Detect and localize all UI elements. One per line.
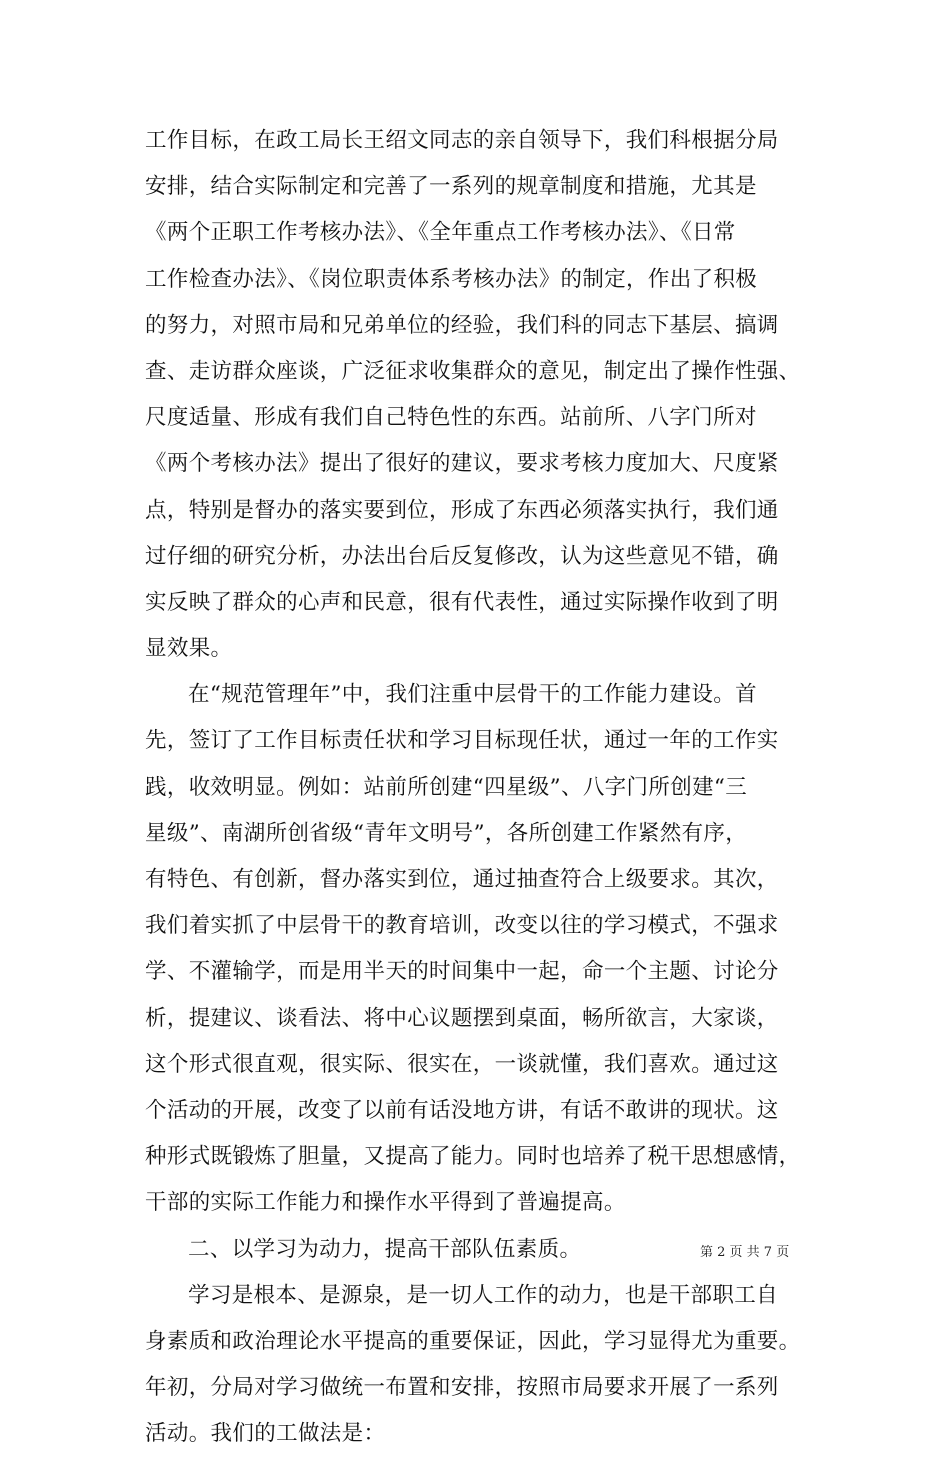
paragraph-start-line: 学习是根本、是源泉，是一切人工作的动力，也是干部职工自 — [188, 1282, 778, 1308]
text-line: 析，提建议、谈看法、将中心议题摆到桌面，畅所欲言，大家谈， — [145, 1005, 779, 1031]
text-line: 工作目标，在政工局长王绍文同志的亲自领导下，我们科根据分局 — [145, 128, 779, 153]
text-line: 有特色、有创新，督办落实到位，通过抽查符合上级要求。其次， — [145, 867, 779, 892]
section-heading: 二、以学习为动力，提高干部队伍素质。 — [188, 1236, 582, 1262]
text-line: 践，收效明显。例如：站前所创建“四星级”、八字门所创建“三 — [145, 774, 748, 800]
text-line: 查、走访群众座谈，广泛征求收集群众的意见，制定出了操作性强、 — [145, 358, 801, 384]
text-line: 种形式既锻炼了胆量，又提高了能力。同时也培养了税干思想感情， — [145, 1144, 801, 1170]
text-line: 安排，结合实际制定和完善了一系列的规章制度和措施，尤其是 — [145, 174, 757, 200]
text-line: 《两个考核办法》提出了很好的建议，要求考核力度加大、尺度紧 — [145, 451, 779, 477]
text-line: 我们着实抓了中层骨干的教育培训，改变以往的学习模式，不强求 — [145, 913, 779, 939]
text-line: 身素质和政治理论水平提高的重要保证，因此，学习显得尤为重要。 — [145, 1328, 801, 1354]
text-line: 星级”、南湖所创省级“青年文明号”，各所创建工作紧然有序， — [145, 820, 748, 846]
text-line: 学、不灌输学，而是用半天的时间集中一起，命一个主题、讨论分 — [145, 959, 779, 985]
text-line: 过仔细的研究分析，办法出台后反复修改，认为这些意见不错，确 — [145, 543, 779, 569]
text-line: 尺度适量、形成有我们自己特色性的东西。站前所、八字门所对 — [145, 405, 757, 431]
page-number: 第 2 页 共 7 页 — [700, 1245, 790, 1260]
text-line: 点，特别是督办的落实要到位，形成了东西必须落实执行，我们通 — [145, 497, 779, 523]
text-line: 显效果。 — [145, 636, 233, 662]
text-line: 《两个正职工作考核办法》、《全年重点工作考核办法》、《日常 — [145, 220, 736, 246]
text-line: 工作检查办法》、《岗位职责体系考核办法》的制定，作出了积极 — [145, 266, 758, 292]
paragraph-start-line: 在“规范管理年”中，我们注重中层骨干的工作能力建设。首 — [188, 682, 757, 708]
text-line: 干部的实际工作能力和操作水平得到了普遍提高。 — [145, 1190, 626, 1216]
text-line: 的努力，对照市局和兄弟单位的经验，我们科的同志下基层、搞调 — [145, 312, 779, 338]
text-line: 年初，分局对学习做统一布置和安排，按照市局要求开展了一系列 — [145, 1375, 779, 1401]
text-line: 这个形式很直观，很实际、很实在，一谈就懂，我们喜欢。通过这 — [145, 1051, 779, 1077]
text-line: 实反映了群众的心声和民意，很有代表性，通过实际操作收到了明 — [145, 589, 779, 615]
text-line: 个活动的开展，改变了以前有话没地方讲，有话不敢讲的现状。这 — [145, 1097, 779, 1123]
text-line: 先，签订了工作目标责任状和学习目标现任状，通过一年的工作实 — [145, 728, 779, 754]
text-line: 活动。我们的工做法是： — [145, 1421, 386, 1447]
